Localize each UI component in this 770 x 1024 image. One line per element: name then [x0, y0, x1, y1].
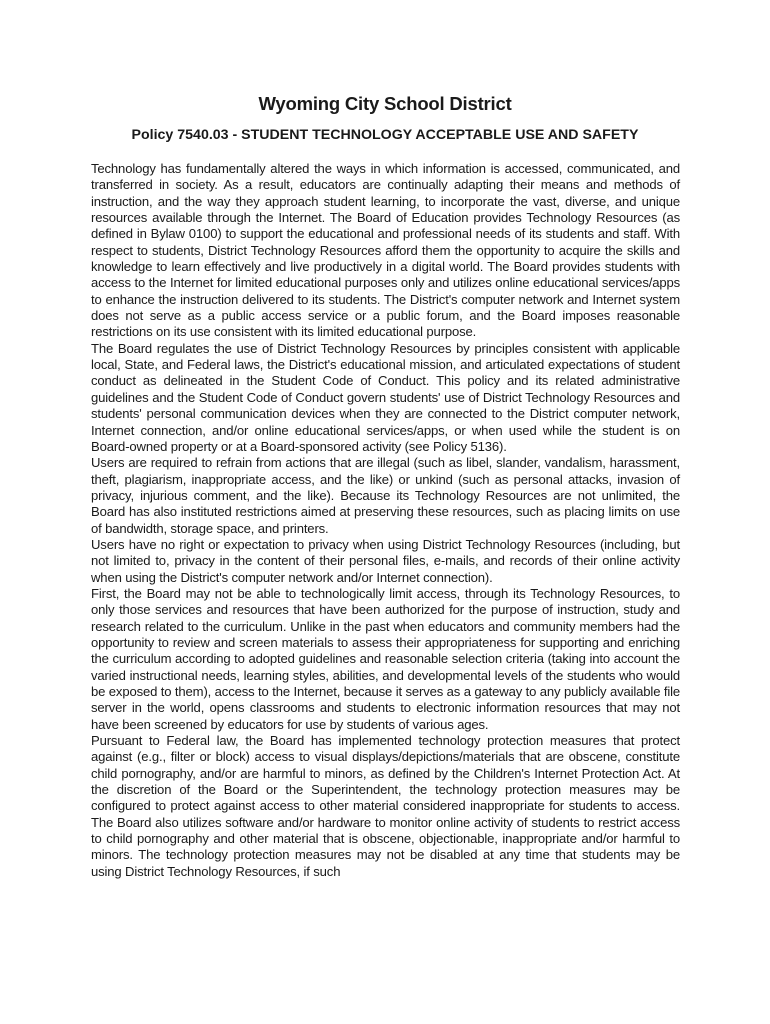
paragraph-access-limits: First, the Board may not be able to technologically limit access, through its Technology Resources, to only those services and resources that have been authorized for the purpose of instruction, study and research related to the curriculum. Unlike in the past when educators and community members had the opportunity to review and screen materials to assess their appropriateness for supporting and enriching the curriculum according to adopted guidelines and reasonable selection criteria (taking into account the varied instructional needs, learning styles, abilities, and developmental levels of the students who would be exposed to them), access to the Internet, because it serves as a gateway to any publicly available file server in the world, opens classrooms and students to electronic information resources that may not have been screened by educators for use by students of various ages. [91, 585, 680, 732]
policy-separator: - [228, 127, 242, 143]
district-title: Wyoming City School District [258, 93, 512, 114]
paragraph-user-conduct: Users are required to refrain from actions that are illegal (such as libel, slander, vandalism, harassment, theft, plagiarism, inappropriate access, and the like) or unkind (such as personal attacks, invasion of privacy, injurious comment, and the like). Because its Technology Resources are not unlimited, the Board has also instituted restrictions aimed at preserving these resources, such as placing limits on use of bandwidth, storage space, and printers. [91, 455, 680, 536]
policy-title: STUDENT TECHNOLOGY ACCEPTABLE USE AND SAFETY [241, 127, 639, 143]
policy-heading [0, 127, 770, 143]
paragraph-intro: Technology has fundamentally altered the ways in which information is accessed, communicated, and transferred in society. As a result, educators are continually adapting their means and methods of instruction, and the way they approach student learning, to incorporate the vast, diverse, and unique resources available through the Internet. The Board of Education provides Technology Resources (as defined in Bylaw 0100) to support the educational and professional needs of its students and staff. With respect to students, District Technology Resources afford them the opportunity to acquire the skills and knowledge to learn effectively and live productively in a digital world. The Board provides students with access to the Internet for limited educational purposes only and utilizes online educational services/apps to enhance the instruction delivered to its students. The District's computer network and Internet system does not serve as a public access service or a public forum, and the Board imposes reasonable restrictions on its use consistent with its limited educational purpose. [91, 161, 680, 340]
policy-body [91, 161, 680, 880]
paragraph-privacy: Users have no right or expectation to privacy when using District Technology Resources (including, but not limited to, privacy in the content of their personal files, e-mails, and records of their online activity when using the District's computer network and/or Internet connection). [91, 536, 680, 585]
policy-number: Policy 7540.03 [131, 127, 229, 143]
paragraph-protection-measures: Pursuant to Federal law, the Board has implemented technology protection measures that protect against (e.g., filter or block) access to visual displays/depictions/materials that are obscene, constitute child pornography, and/or are harmful to minors, as defined by the Children's Internet Protection Act. At the discretion of the Board or the Superintendent, the technology protection measures may be configured to protect against access to other material considered inappropriate for students to access. The Board also utilizes software and/or hardware to monitor online activity of students to restrict access to child pornography and other material that is obscene, objectionable, inappropriate and/or harmful to minors. The technology protection measures may not be disabled at any time that students may be using District Technology Resources, if such [91, 733, 680, 879]
paragraph-regulation: The Board regulates the use of District Technology Resources by principles consistent with applicable local, State, and Federal laws, the District's educational mission, and articulated expectations of student conduct as delineated in the Student Code of Conduct. This policy and its related administrative guidelines and the Student Code of Conduct govern students' use of District Technology Resources and students' personal communication devices when they are connected to the District computer network, Internet connection, and/or online educational services/apps, or when used while the student is on Board-owned property or at a Board-sponsored activity (see Policy 5136). [91, 340, 680, 454]
